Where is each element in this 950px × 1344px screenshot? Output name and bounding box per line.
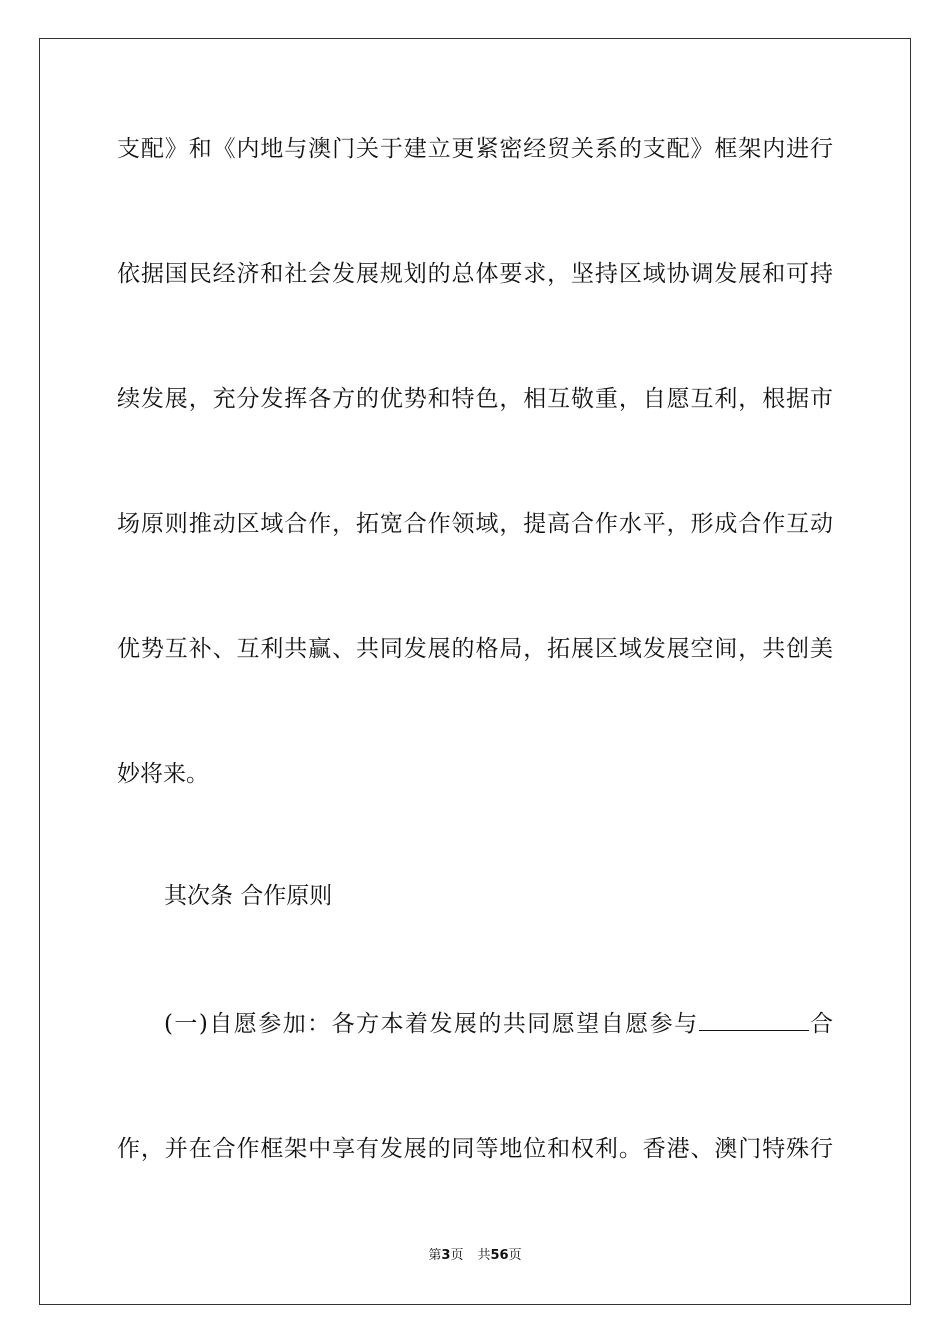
- body-line-4: 场原则推动区域合作，拓宽合作领域，提高合作水平，形成合作互动: [117, 511, 833, 537]
- body-line-5: 优势互补、互利共赢、共同发展的格局，拓展区域发展空间，共创美: [117, 636, 833, 662]
- page-prefix: 第: [428, 1248, 442, 1263]
- page-suffix: 页: [450, 1248, 464, 1263]
- principle-line-1-end: 合: [808, 1011, 834, 1037]
- section-heading: 其次条 合作原则: [164, 883, 333, 909]
- principle-line-1-text: (一)自愿参加：各方本着发展的共同愿望自愿参与: [164, 1011, 699, 1037]
- fill-in-blank: [699, 1012, 809, 1031]
- page-total: 56: [490, 1248, 509, 1263]
- body-line-2: 依据国民经济和社会发展规划的总体要求，坚持区域协调发展和可持: [117, 261, 833, 287]
- principle-line-1: [164, 1009, 833, 1039]
- body-line-6: 妙将来。: [117, 761, 209, 787]
- principle-line-2: 作，并在合作框架中享有发展的同等地位和权利。香港、澳门特殊行: [117, 1136, 833, 1162]
- page-border: [39, 38, 911, 1305]
- page-current: 3: [441, 1248, 451, 1263]
- page-footer: [0, 1247, 950, 1265]
- body-line-1: 支配》和《内地与澳门关于建立更紧密经贸关系的支配》框架内进行: [117, 136, 833, 162]
- body-line-3: 续发展，充分发挥各方的优势和特色，相互敬重，自愿互利，根据市: [117, 386, 833, 412]
- total-suffix: 页: [508, 1248, 522, 1263]
- total-prefix: 共: [477, 1248, 491, 1263]
